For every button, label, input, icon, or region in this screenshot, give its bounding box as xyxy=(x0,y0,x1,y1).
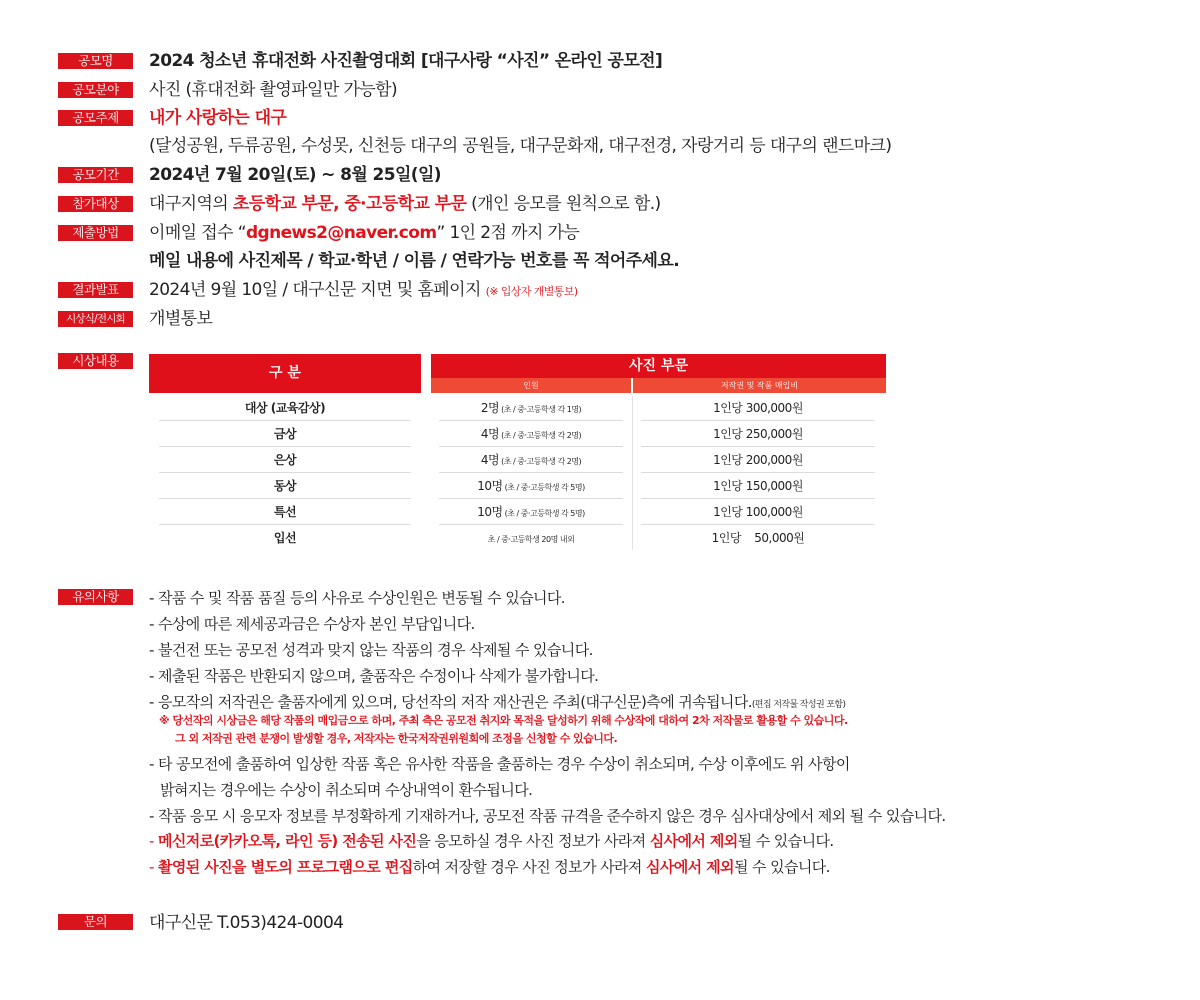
notice-5-text: - 응모작의 저작권은 출품자에게 있으며, 당선작의 저작 재산권은 주최(대구신문)측에 귀속됩니다. xyxy=(149,693,752,711)
prize-count-note: 초 / 중·고등학생 20명 내외 xyxy=(487,535,575,544)
table-header-money: 저작권 및 작품 매입비 xyxy=(633,378,886,393)
table-header-photo: 사진 부문 xyxy=(431,354,886,378)
prize-grade: 입선 xyxy=(273,531,297,545)
label-contact: 문의 xyxy=(58,914,133,930)
label-field: 공모분야 xyxy=(58,82,133,98)
prize-count xyxy=(439,499,623,525)
notice-9-mid: 하여 저장할 경우 사진 정보가 사라져 xyxy=(412,858,646,876)
label-target: 참가대상 xyxy=(58,196,133,212)
notice-2: - 수상에 따른 제세공과금은 수상자 본인 부담입니다. xyxy=(149,615,475,633)
contest-submit xyxy=(149,222,579,244)
notice-1: - 작품 수 및 작품 품질 등의 사유로 수상인원은 변동될 수 있습니다. xyxy=(149,589,565,607)
notice-8-dash: - xyxy=(149,832,158,850)
target-post: (개인 응모를 원칙으로 함.) xyxy=(466,194,661,214)
prize-money: 1인당 150,000원 xyxy=(713,479,803,493)
submit-note: 메일 내용에 사진제목 / 학교·학년 / 이름 / 연락가능 번호를 꼭 적어주세요. xyxy=(149,251,680,271)
notice-3: - 불건전 또는 공모전 성격과 맞지 않는 작품의 경우 삭제될 수 있습니다. xyxy=(149,641,593,659)
contest-field: 사진 (휴대전화 촬영파일만 가능함) xyxy=(149,80,397,100)
notice-5 xyxy=(149,692,845,715)
notice-9-dash: - xyxy=(149,858,158,876)
notice-6a: - 타 공모전에 출품하여 입상한 작품 혹은 유사한 작품을 출품하는 경우 수상이 취소되며, 수상 이후에도 위 사항이 xyxy=(149,755,850,773)
prize-money: 1인당 50,000원 xyxy=(711,531,805,545)
prize-count-note: (초 / 중·고등학생 각 2명) xyxy=(499,457,582,466)
prize-count-note: (초 / 중·고등학생 각 5명) xyxy=(502,509,585,518)
label-contest-name: 공모명 xyxy=(58,53,133,69)
notice-4: - 제출된 작품은 반환되지 않으며, 출품작은 수정이나 삭제가 불가합니다. xyxy=(149,667,599,685)
prize-count xyxy=(439,421,623,447)
label-notice: 유의사항 xyxy=(58,589,133,605)
notice-9-red1: 촬영된 사진을 별도의 프로그램으로 편집 xyxy=(157,858,413,876)
contest-target xyxy=(149,193,661,215)
prize-count xyxy=(439,395,623,421)
notice-5-small: (편집 저작물 작성권 포함) xyxy=(751,700,846,710)
prize-count-note: (초 / 중·고등학생 각 1명) xyxy=(499,405,582,414)
notice-5-sub1: ※ 당선작의 시상금은 해당 작품의 매입금으로 하며, 주최 측은 공모전 취지와 목적을 달성하기 위해 수상작에 대하여 2차 저작물로 활용할 수 있습니다. xyxy=(159,714,848,727)
label-award-ceremony: 시상식/전시회 xyxy=(58,311,133,327)
prize-grade: 은상 xyxy=(273,453,297,467)
notice-8-red1: 메신저로(카카오톡, 라인 등) 전송된 사진 xyxy=(157,832,417,850)
prize-count xyxy=(439,473,623,499)
notice-6b: 밝혀지는 경우에는 수상이 취소되며 수상내역이 환수됩니다. xyxy=(160,781,533,799)
label-submit: 제출방법 xyxy=(58,225,133,241)
notice-7: - 작품 응모 시 응모자 정보를 부정확하게 기재하거나, 공모전 작품 규격을 준수하지 않은 경우 심사대상에서 제외 될 수 있습니다. xyxy=(149,807,946,825)
notice-9 xyxy=(149,857,830,877)
label-period: 공모기간 xyxy=(58,167,133,183)
prize-count-value: 4명 xyxy=(480,427,500,441)
label-prize: 시상내용 xyxy=(58,353,133,369)
submit-email: dgnews2@naver.com xyxy=(245,223,437,243)
contest-theme-title: 내가 사랑하는 대구 xyxy=(149,108,287,128)
prize-count xyxy=(439,447,623,473)
prize-grade: 대상 (교육감상) xyxy=(244,401,326,415)
notice-9-end: 될 수 있습니다. xyxy=(733,858,830,876)
prize-count-note: (초 / 중·고등학생 각 2명) xyxy=(499,431,582,440)
table-header-people: 인원 xyxy=(431,378,631,393)
submit-pre: 이메일 접수 “ xyxy=(149,223,246,243)
target-pre: 대구지역의 xyxy=(149,194,233,214)
contest-period: 2024년 7월 20일(토) ~ 8월 25일(일) xyxy=(149,165,441,185)
table-header-gubun: 구 분 xyxy=(149,354,421,393)
contest-theme-detail: (달성공원, 두류공원, 수성못, 신천등 대구의 공원들, 대구문화재, 대구전경, 자랑거리 등 대구의 랜드마크) xyxy=(149,136,892,156)
target-highlight: 초등학교 부문, 중·고등학교 부문 xyxy=(232,194,467,214)
prize-count-value: 2명 xyxy=(480,401,500,415)
prize-count xyxy=(439,525,623,551)
prize-money: 1인당 250,000원 xyxy=(713,427,803,441)
notice-8-red2: 심사에서 제외 xyxy=(649,832,738,850)
result-text: 2024년 9월 10일 / 대구신문 지면 및 홈페이지 xyxy=(149,280,486,300)
prize-count-value: 10명 xyxy=(477,479,503,493)
notice-9-red2: 심사에서 제외 xyxy=(645,858,734,876)
contest-result xyxy=(149,279,578,303)
prize-grade: 특선 xyxy=(273,505,297,519)
prize-money: 1인당 200,000원 xyxy=(713,453,803,467)
submit-post: ” 1인 2점 까지 가능 xyxy=(436,223,580,243)
contact-info: 대구신문 T.053)424-0004 xyxy=(149,913,344,933)
prize-count-note: (초 / 중·고등학생 각 5명) xyxy=(502,483,585,492)
notice-5-sub2: 그 외 저작권 관련 분쟁이 발생할 경우, 저작자는 한국저작권위원회에 조정을 신청할 수 있습니다. xyxy=(175,732,618,745)
prize-grade: 금상 xyxy=(273,427,297,441)
result-note: (※ 입상자 개별통보) xyxy=(485,285,578,298)
contest-award-ceremony: 개별통보 xyxy=(149,309,213,329)
prize-count-value: 4명 xyxy=(480,453,500,467)
prize-money: 1인당 300,000원 xyxy=(713,401,803,415)
notice-8 xyxy=(149,831,834,851)
notice-8-mid: 을 응모하실 경우 사진 정보가 사라져 xyxy=(416,832,650,850)
prize-grade: 동상 xyxy=(273,479,297,493)
label-theme: 공모주제 xyxy=(58,110,133,126)
notice-8-end: 될 수 있습니다. xyxy=(737,832,834,850)
label-result: 결과발표 xyxy=(58,282,133,298)
prize-count-value: 10명 xyxy=(477,505,503,519)
table-divider xyxy=(632,396,633,550)
contest-name: 2024 청소년 휴대전화 사진촬영대회 [대구사랑 “사진” 온라인 공모전] xyxy=(149,51,663,71)
prize-money: 1인당 100,000원 xyxy=(713,505,803,519)
